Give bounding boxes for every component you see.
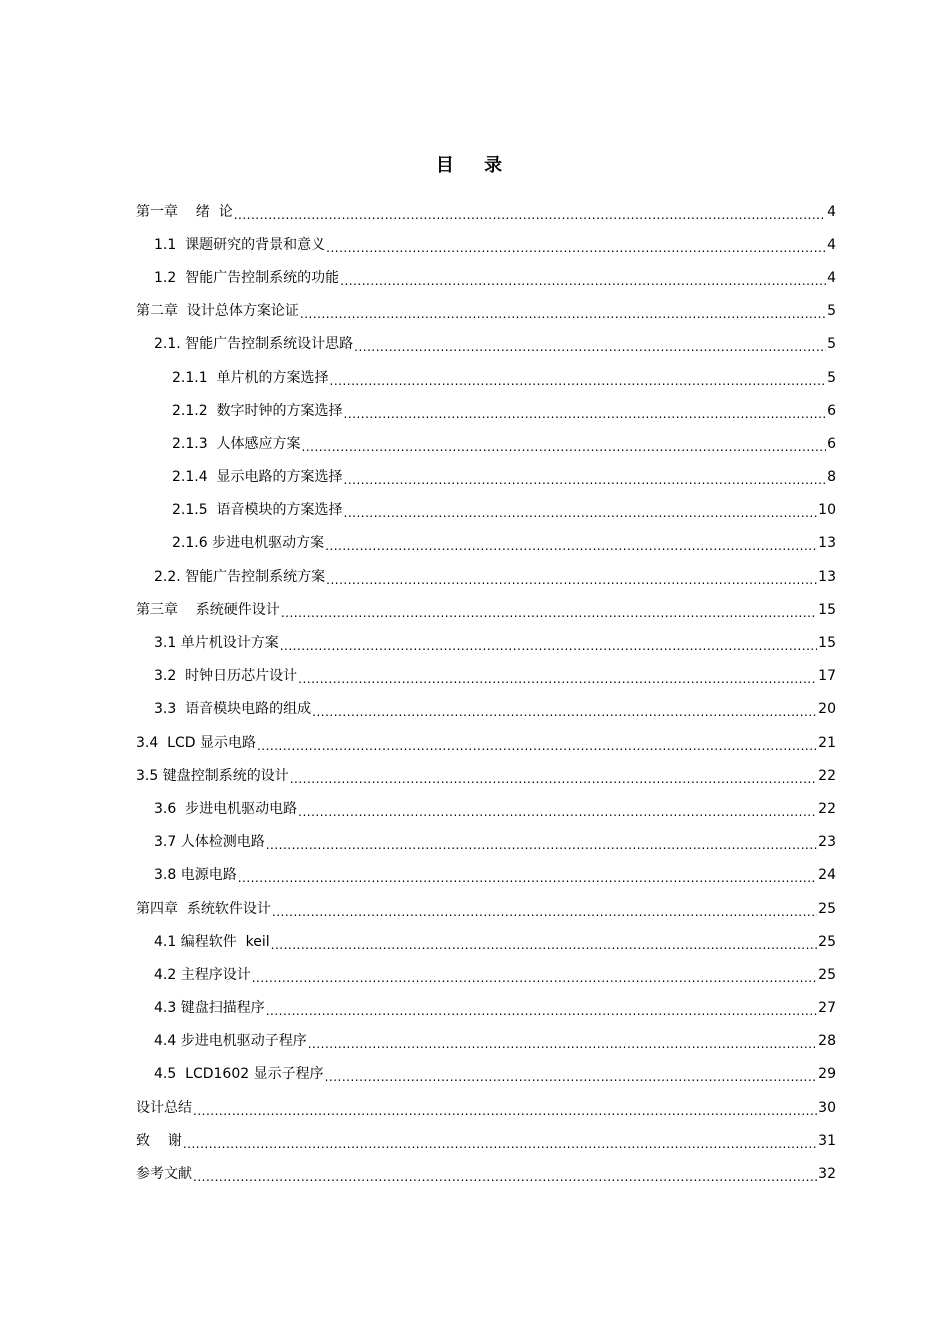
toc-entry[interactable] <box>136 461 836 494</box>
toc-entry[interactable] <box>136 1124 836 1157</box>
toc-dot-leader <box>308 1031 817 1051</box>
toc-dot-leader <box>326 235 826 255</box>
toc-entry-title: 3.5 键盘控制系统的设计 <box>136 767 289 784</box>
toc-entry-title: 3.2 时钟日历芯片设计 <box>154 668 298 685</box>
toc-entry-title: 2.1. 智能广告控制系统设计思路 <box>154 336 354 353</box>
toc-entry-page-number: 22 <box>818 800 836 817</box>
toc-entry[interactable] <box>136 494 836 527</box>
toc-entry[interactable] <box>136 1157 836 1190</box>
toc-entry[interactable] <box>136 892 836 925</box>
toc-entry-title: 3.3 语音模块电路的组成 <box>154 701 312 718</box>
toc-entry[interactable] <box>136 1025 836 1058</box>
toc-entry-title: 3.4 LCD 显示电路 <box>136 734 256 751</box>
toc-entry-title: 2.1.2 数字时钟的方案选择 <box>172 402 343 419</box>
toc-entry-page-number: 24 <box>818 867 836 884</box>
toc-entry-page-number: 21 <box>818 734 836 751</box>
toc-entry-page-number: 25 <box>818 933 836 950</box>
table-of-contents <box>136 195 836 1191</box>
toc-entry-title: 4.1 编程软件 keil <box>154 933 270 950</box>
toc-entry-page-number: 22 <box>818 767 836 784</box>
toc-dot-leader <box>298 666 817 686</box>
toc-entry[interactable] <box>136 726 836 759</box>
toc-entry[interactable] <box>136 925 836 958</box>
toc-dot-leader <box>298 799 817 819</box>
toc-dot-leader <box>300 301 826 321</box>
toc-entry[interactable] <box>136 660 836 693</box>
toc-entry-page-number: 4 <box>827 236 836 253</box>
toc-entry[interactable] <box>136 228 836 261</box>
toc-entry-title: 第四章 系统软件设计 <box>136 900 271 917</box>
toc-dot-leader <box>344 500 818 520</box>
toc-entry[interactable] <box>136 394 836 427</box>
toc-entry-page-number: 28 <box>818 1033 836 1050</box>
toc-entry-title: 参考文献 <box>136 1166 192 1183</box>
toc-entry-title: 1.2 智能广告控制系统的功能 <box>154 269 340 286</box>
toc-entry-title: 2.1.1 单片机的方案选择 <box>172 369 329 386</box>
toc-dot-leader <box>330 368 827 388</box>
toc-dot-leader <box>193 1098 817 1118</box>
toc-entry-title: 2.2. 智能广告控制系统方案 <box>154 568 326 585</box>
toc-entry-page-number: 27 <box>818 1000 836 1017</box>
toc-entry-title: 2.1.5 语音模块的方案选择 <box>172 502 343 519</box>
toc-entry-title: 3.8 电源电路 <box>154 867 237 884</box>
toc-entry-page-number: 6 <box>827 402 836 419</box>
toc-entry-title: 设计总结 <box>136 1099 192 1116</box>
toc-entry[interactable] <box>136 992 836 1025</box>
toc-entry-title: 第二章 设计总体方案论证 <box>136 303 299 320</box>
toc-entry-title: 4.2 主程序设计 <box>154 966 251 983</box>
toc-entry-title: 2.1.6 步进电机驱动方案 <box>172 535 325 552</box>
toc-entry-title: 第三章 系统硬件设计 <box>136 601 280 618</box>
toc-entry-title: 3.7 人体检测电路 <box>154 834 265 851</box>
toc-dot-leader <box>325 1064 818 1084</box>
toc-entry[interactable] <box>136 693 836 726</box>
toc-entry[interactable] <box>136 626 836 659</box>
toc-dot-leader <box>344 401 827 421</box>
toc-dot-leader <box>234 202 826 222</box>
toc-entry-title: 1.1 课题研究的背景和意义 <box>154 236 326 253</box>
toc-entry-title: 4.3 键盘扫描程序 <box>154 1000 265 1017</box>
toc-entry-page-number: 5 <box>827 303 836 320</box>
toc-dot-leader <box>290 766 817 786</box>
toc-entry[interactable] <box>136 1091 836 1124</box>
toc-dot-leader <box>271 932 818 952</box>
toc-entry-title: 2.1.3 人体感应方案 <box>172 435 301 452</box>
toc-entry-title: 3.6 步进电机驱动电路 <box>154 800 298 817</box>
toc-entry-page-number: 25 <box>818 900 836 917</box>
toc-dot-leader <box>281 600 817 620</box>
toc-dot-leader <box>238 865 817 885</box>
toc-title: 目 录 <box>435 155 515 176</box>
toc-entry-title: 3.1 单片机设计方案 <box>154 635 279 652</box>
toc-dot-leader <box>354 334 826 354</box>
toc-entry-page-number: 4 <box>827 269 836 286</box>
toc-entry-page-number: 30 <box>818 1099 836 1116</box>
toc-dot-leader <box>272 899 817 919</box>
toc-entry-title: 4.5 LCD1602 显示子程序 <box>154 1066 324 1083</box>
toc-entry[interactable] <box>136 361 836 394</box>
toc-entry[interactable] <box>136 859 836 892</box>
toc-entry-page-number: 15 <box>818 601 836 618</box>
toc-entry[interactable] <box>136 527 836 560</box>
toc-dot-leader <box>193 1164 817 1184</box>
toc-entry[interactable] <box>136 759 836 792</box>
toc-entry-page-number: 6 <box>827 435 836 452</box>
toc-entry[interactable] <box>136 560 836 593</box>
toc-entry-page-number: 32 <box>818 1166 836 1183</box>
toc-entry[interactable] <box>136 195 836 228</box>
toc-entry-page-number: 4 <box>827 203 836 220</box>
toc-dot-leader <box>280 633 817 653</box>
toc-entry-title: 2.1.4 显示电路的方案选择 <box>172 469 343 486</box>
toc-entry-page-number: 17 <box>818 668 836 685</box>
toc-entry[interactable] <box>136 958 836 991</box>
toc-entry[interactable] <box>136 295 836 328</box>
toc-entry-page-number: 29 <box>818 1066 836 1083</box>
toc-dot-leader <box>312 699 817 719</box>
toc-entry-page-number: 23 <box>818 834 836 851</box>
toc-dot-leader <box>252 965 817 985</box>
toc-dot-leader <box>326 567 817 587</box>
toc-dot-leader <box>325 533 817 553</box>
toc-entry-title: 第一章 绪 论 <box>136 203 233 220</box>
toc-entry[interactable] <box>136 1058 836 1091</box>
toc-dot-leader <box>257 733 817 753</box>
toc-entry[interactable] <box>136 792 836 825</box>
toc-dot-leader <box>183 1131 817 1151</box>
toc-entry-page-number: 8 <box>827 469 836 486</box>
toc-dot-leader <box>302 434 827 454</box>
toc-entry[interactable] <box>136 328 836 361</box>
toc-entry-page-number: 31 <box>818 1132 836 1149</box>
toc-entry-page-number: 25 <box>818 966 836 983</box>
toc-entry-page-number: 13 <box>818 568 836 585</box>
toc-dot-leader <box>266 832 817 852</box>
toc-entry[interactable] <box>136 593 836 626</box>
toc-entry-page-number: 20 <box>818 701 836 718</box>
toc-entry[interactable] <box>136 826 836 859</box>
toc-entry-title: 致 谢 <box>136 1132 182 1149</box>
toc-entry-title: 4.4 步进电机驱动子程序 <box>154 1033 307 1050</box>
toc-dot-leader <box>266 998 817 1018</box>
toc-entry-page-number: 13 <box>818 535 836 552</box>
toc-dot-leader <box>344 467 827 487</box>
toc-entry-page-number: 10 <box>818 502 836 519</box>
toc-dot-leader <box>340 268 826 288</box>
toc-entry-page-number: 5 <box>827 336 836 353</box>
toc-entry-page-number: 5 <box>827 369 836 386</box>
toc-entry[interactable] <box>136 261 836 294</box>
toc-entry[interactable] <box>136 427 836 460</box>
toc-entry-page-number: 15 <box>818 635 836 652</box>
